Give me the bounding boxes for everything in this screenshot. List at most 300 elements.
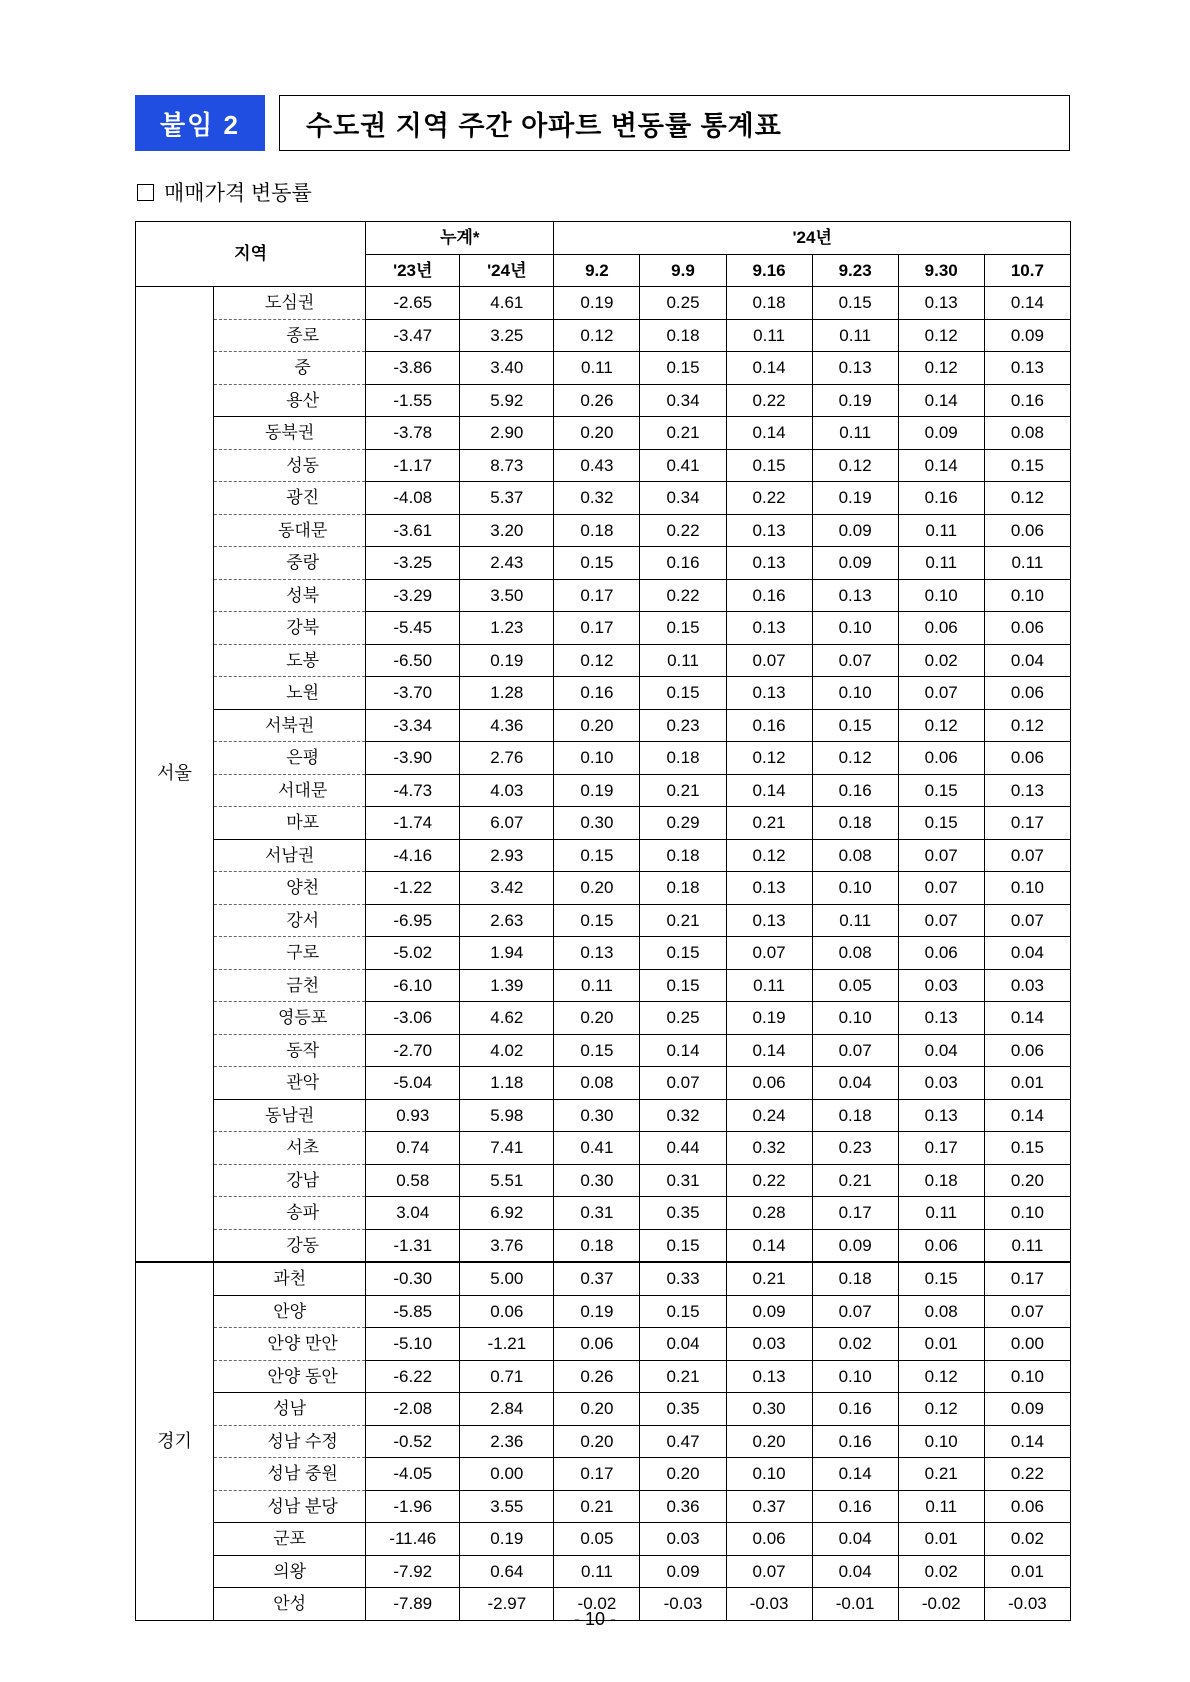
value-cell: 0.09: [640, 1555, 726, 1588]
table-row: [136, 1328, 1071, 1361]
value-cell: 0.11: [554, 969, 640, 1002]
region-label: 성동: [214, 449, 366, 482]
value-cell: 0.14: [984, 1425, 1070, 1458]
value-cell: 0.00: [984, 1328, 1070, 1361]
table-row: [136, 1360, 1071, 1393]
value-cell: 2.36: [460, 1425, 554, 1458]
value-cell: 0.16: [812, 1425, 898, 1458]
value-cell: 0.19: [554, 287, 640, 320]
value-cell: 2.63: [460, 904, 554, 937]
table-row: [136, 1099, 1071, 1132]
value-cell: -4.16: [366, 839, 460, 872]
value-cell: 0.06: [984, 1490, 1070, 1523]
value-cell: 0.26: [554, 1360, 640, 1393]
value-cell: 0.20: [554, 417, 640, 450]
value-cell: 0.58: [366, 1164, 460, 1197]
value-cell: -2.08: [366, 1393, 460, 1426]
value-cell: 4.02: [460, 1034, 554, 1067]
value-cell: 0.03: [898, 1067, 984, 1100]
table-row: [136, 872, 1071, 905]
value-cell: -2.97: [460, 1588, 554, 1621]
value-cell: 0.32: [726, 1132, 812, 1165]
value-cell: -2.65: [366, 287, 460, 320]
header-region: 지역: [136, 222, 366, 287]
value-cell: 0.32: [640, 1099, 726, 1132]
value-cell: -3.29: [366, 579, 460, 612]
header-week-2: 9.9: [640, 254, 726, 287]
value-cell: -1.74: [366, 807, 460, 840]
value-cell: -0.02: [898, 1588, 984, 1621]
value-cell: 0.09: [812, 1229, 898, 1262]
region-label: 서대문: [214, 774, 366, 807]
region-label: 송파: [214, 1197, 366, 1230]
value-cell: -0.03: [640, 1588, 726, 1621]
page-title: 수도권 지역 주간 아파트 변동률 통계표: [279, 95, 1070, 151]
value-cell: -5.45: [366, 612, 460, 645]
value-cell: 0.18: [812, 1099, 898, 1132]
value-cell: 0.21: [554, 1490, 640, 1523]
value-cell: 0.20: [554, 1393, 640, 1426]
value-cell: 0.16: [984, 384, 1070, 417]
value-cell: 0.33: [640, 1262, 726, 1295]
value-cell: -6.50: [366, 644, 460, 677]
square-bullet-icon: [137, 184, 154, 201]
value-cell: 0.07: [984, 839, 1070, 872]
value-cell: 0.15: [640, 1229, 726, 1262]
value-cell: 0.13: [726, 612, 812, 645]
value-cell: 0.14: [726, 774, 812, 807]
value-cell: 0.18: [640, 872, 726, 905]
value-cell: 3.20: [460, 514, 554, 547]
value-cell: 0.08: [898, 1295, 984, 1328]
value-cell: 0.19: [812, 482, 898, 515]
region-label: 중: [214, 352, 366, 385]
value-cell: 0.02: [898, 644, 984, 677]
value-cell: 0.13: [726, 904, 812, 937]
value-cell: -0.03: [984, 1588, 1070, 1621]
table-row: [136, 287, 1071, 320]
value-cell: 0.12: [726, 839, 812, 872]
value-cell: -5.85: [366, 1295, 460, 1328]
region-label: 강남: [214, 1164, 366, 1197]
value-cell: 0.05: [554, 1523, 640, 1556]
value-cell: 0.11: [898, 547, 984, 580]
value-cell: 0.20: [554, 1425, 640, 1458]
value-cell: 4.62: [460, 1002, 554, 1035]
value-cell: 0.07: [898, 677, 984, 710]
value-cell: 4.36: [460, 709, 554, 742]
value-cell: 0.64: [460, 1555, 554, 1588]
table-row: [136, 839, 1071, 872]
value-cell: 0.14: [726, 1034, 812, 1067]
document-header: [135, 95, 1070, 151]
region-label: 양천: [214, 872, 366, 905]
value-cell: 0.13: [726, 677, 812, 710]
value-cell: 1.18: [460, 1067, 554, 1100]
table-row: [136, 352, 1071, 385]
value-cell: 0.21: [640, 904, 726, 937]
value-cell: 0.21: [898, 1458, 984, 1491]
value-cell: 0.06: [726, 1067, 812, 1100]
table-row: [136, 1425, 1071, 1458]
value-cell: 0.16: [812, 774, 898, 807]
header-week-4: 9.23: [812, 254, 898, 287]
value-cell: 0.14: [898, 449, 984, 482]
value-cell: 0.12: [984, 482, 1070, 515]
value-cell: 0.20: [554, 1002, 640, 1035]
value-cell: 0.07: [898, 839, 984, 872]
region-label: 은평: [214, 742, 366, 775]
value-cell: 1.39: [460, 969, 554, 1002]
table-row: [136, 1393, 1071, 1426]
value-cell: 0.34: [640, 384, 726, 417]
region-label: 성북: [214, 579, 366, 612]
header-y23: '23년: [366, 254, 460, 287]
value-cell: 0.20: [554, 709, 640, 742]
value-cell: 0.10: [812, 1360, 898, 1393]
value-cell: 0.17: [984, 807, 1070, 840]
value-cell: 0.30: [554, 1164, 640, 1197]
region-label: 중랑: [214, 547, 366, 580]
value-cell: 3.76: [460, 1229, 554, 1262]
value-cell: -4.05: [366, 1458, 460, 1491]
value-cell: 0.06: [554, 1328, 640, 1361]
value-cell: 0.22: [726, 384, 812, 417]
table-row: [136, 449, 1071, 482]
value-cell: 0.29: [640, 807, 726, 840]
table-row: [136, 482, 1071, 515]
value-cell: 0.08: [984, 417, 1070, 450]
header-week-6: 10.7: [984, 254, 1070, 287]
value-cell: 0.06: [460, 1295, 554, 1328]
value-cell: 0.15: [554, 839, 640, 872]
header-week-3: 9.16: [726, 254, 812, 287]
value-cell: -1.96: [366, 1490, 460, 1523]
value-cell: 0.08: [812, 937, 898, 970]
value-cell: 0.20: [984, 1164, 1070, 1197]
value-cell: -0.03: [726, 1588, 812, 1621]
value-cell: -6.22: [366, 1360, 460, 1393]
value-cell: 0.10: [898, 1425, 984, 1458]
value-cell: 3.42: [460, 872, 554, 905]
value-cell: 2.84: [460, 1393, 554, 1426]
value-cell: 0.12: [812, 742, 898, 775]
region-label: 종로: [214, 319, 366, 352]
value-cell: 0.11: [812, 417, 898, 450]
value-cell: 0.04: [812, 1067, 898, 1100]
value-cell: 0.03: [984, 969, 1070, 1002]
page-number: - 10 -: [573, 1609, 616, 1629]
value-cell: 0.30: [554, 807, 640, 840]
value-cell: 0.11: [984, 1229, 1070, 1262]
value-cell: 0.71: [460, 1360, 554, 1393]
value-cell: -0.52: [366, 1425, 460, 1458]
value-cell: 0.41: [554, 1132, 640, 1165]
value-cell: 0.15: [640, 677, 726, 710]
table-row: [136, 417, 1071, 450]
value-cell: 6.92: [460, 1197, 554, 1230]
value-cell: 0.12: [984, 709, 1070, 742]
value-cell: 0.74: [366, 1132, 460, 1165]
table-row: [136, 1067, 1071, 1100]
value-cell: 0.22: [726, 1164, 812, 1197]
value-cell: 0.15: [898, 807, 984, 840]
value-cell: 0.11: [554, 1555, 640, 1588]
value-cell: 0.16: [726, 709, 812, 742]
table-row: [136, 969, 1071, 1002]
table-head: [136, 222, 1071, 287]
value-cell: 0.17: [554, 612, 640, 645]
value-cell: 0.19: [460, 644, 554, 677]
value-cell: 0.11: [898, 1197, 984, 1230]
region-label: 안양: [214, 1295, 366, 1328]
value-cell: -0.01: [812, 1588, 898, 1621]
value-cell: 0.05: [812, 969, 898, 1002]
region-label: 서초: [214, 1132, 366, 1165]
table-row: [136, 514, 1071, 547]
value-cell: 0.06: [984, 677, 1070, 710]
value-cell: 0.13: [984, 352, 1070, 385]
table-row: [136, 774, 1071, 807]
table-row: [136, 1229, 1071, 1262]
region-label: 도심권: [214, 287, 366, 320]
value-cell: 2.76: [460, 742, 554, 775]
value-cell: 0.13: [554, 937, 640, 970]
value-cell: 0.07: [812, 1295, 898, 1328]
table-row: [136, 904, 1071, 937]
region-label: 마포: [214, 807, 366, 840]
value-cell: 0.12: [554, 644, 640, 677]
table-row: [136, 1295, 1071, 1328]
value-cell: -5.10: [366, 1328, 460, 1361]
value-cell: 0.03: [640, 1523, 726, 1556]
value-cell: -3.25: [366, 547, 460, 580]
value-cell: 0.06: [984, 1034, 1070, 1067]
region-label: 서남권: [214, 839, 366, 872]
value-cell: 0.10: [812, 1002, 898, 1035]
value-cell: 0.07: [812, 1034, 898, 1067]
value-cell: 0.32: [554, 482, 640, 515]
value-cell: 0.15: [640, 937, 726, 970]
value-cell: 3.55: [460, 1490, 554, 1523]
header-week-1: 9.2: [554, 254, 640, 287]
value-cell: 0.11: [898, 514, 984, 547]
value-cell: 0.04: [984, 644, 1070, 677]
region-label: 금천: [214, 969, 366, 1002]
section-subtitle-label: 매매가격 변동률: [164, 182, 312, 205]
region-label: 안양 만안: [214, 1328, 366, 1361]
value-cell: 0.18: [898, 1164, 984, 1197]
value-cell: 0.12: [898, 352, 984, 385]
value-cell: 0.18: [640, 319, 726, 352]
value-cell: 2.43: [460, 547, 554, 580]
value-cell: 0.07: [726, 1555, 812, 1588]
value-cell: 0.06: [898, 612, 984, 645]
value-cell: 0.23: [640, 709, 726, 742]
region-label: 동북권: [214, 417, 366, 450]
region-label: 의왕: [214, 1555, 366, 1588]
value-cell: -7.89: [366, 1588, 460, 1621]
value-cell: 0.19: [554, 1295, 640, 1328]
value-cell: -4.08: [366, 482, 460, 515]
value-cell: 0.12: [898, 709, 984, 742]
value-cell: 7.41: [460, 1132, 554, 1165]
table-row: [136, 742, 1071, 775]
value-cell: 0.09: [812, 547, 898, 580]
value-cell: 0.10: [812, 677, 898, 710]
value-cell: 3.50: [460, 579, 554, 612]
value-cell: 0.21: [640, 1360, 726, 1393]
value-cell: -3.90: [366, 742, 460, 775]
value-cell: 0.16: [726, 579, 812, 612]
value-cell: 0.14: [984, 287, 1070, 320]
value-cell: 0.09: [984, 1393, 1070, 1426]
value-cell: 0.18: [726, 287, 812, 320]
value-cell: -1.17: [366, 449, 460, 482]
table-row: [136, 1555, 1071, 1588]
value-cell: 0.06: [984, 612, 1070, 645]
table-row: [136, 1164, 1071, 1197]
value-cell: -0.02: [554, 1588, 640, 1621]
value-cell: 0.13: [812, 579, 898, 612]
region-label: 용산: [214, 384, 366, 417]
value-cell: 0.22: [640, 514, 726, 547]
value-cell: 0.15: [812, 709, 898, 742]
header-cumulative: 누계*: [366, 222, 554, 255]
value-cell: 0.15: [554, 904, 640, 937]
section-subtitle: [137, 177, 1070, 207]
table-row: [136, 1002, 1071, 1035]
value-cell: 0.13: [898, 1099, 984, 1132]
value-cell: 0.15: [898, 774, 984, 807]
table-row: [136, 1490, 1071, 1523]
table-row: [136, 384, 1071, 417]
value-cell: 0.21: [726, 1262, 812, 1295]
value-cell: 0.21: [640, 417, 726, 450]
value-cell: 8.73: [460, 449, 554, 482]
value-cell: 0.21: [812, 1164, 898, 1197]
value-cell: 0.14: [984, 1099, 1070, 1132]
region-label: 안성: [214, 1588, 366, 1621]
value-cell: 2.90: [460, 417, 554, 450]
value-cell: 0.26: [554, 384, 640, 417]
value-cell: 0.07: [812, 644, 898, 677]
value-cell: -3.06: [366, 1002, 460, 1035]
value-cell: 0.20: [640, 1458, 726, 1491]
region-label: 성남 수정: [214, 1425, 366, 1458]
header-year-2024: '24년: [554, 222, 1071, 255]
value-cell: 0.22: [726, 482, 812, 515]
value-cell: 0.17: [898, 1132, 984, 1165]
value-cell: 4.61: [460, 287, 554, 320]
value-cell: 0.07: [984, 904, 1070, 937]
value-cell: -5.02: [366, 937, 460, 970]
value-cell: 0.04: [898, 1034, 984, 1067]
table-row: [136, 319, 1071, 352]
value-cell: 0.06: [726, 1523, 812, 1556]
value-cell: 0.10: [984, 872, 1070, 905]
value-cell: 0.19: [812, 384, 898, 417]
table-row: [136, 547, 1071, 580]
value-cell: 0.19: [460, 1523, 554, 1556]
value-cell: 0.04: [984, 937, 1070, 970]
region-label: 성남 중원: [214, 1458, 366, 1491]
value-cell: 0.04: [812, 1555, 898, 1588]
value-cell: 0.18: [554, 514, 640, 547]
value-cell: 0.01: [984, 1067, 1070, 1100]
value-cell: 6.07: [460, 807, 554, 840]
value-cell: 0.02: [898, 1555, 984, 1588]
value-cell: 0.16: [898, 482, 984, 515]
region-group-1: 서울: [136, 287, 214, 1263]
value-cell: 0.01: [898, 1328, 984, 1361]
region-label: 동남권: [214, 1099, 366, 1132]
value-cell: 0.12: [812, 449, 898, 482]
value-cell: 0.07: [984, 1295, 1070, 1328]
region-label: 성남 분당: [214, 1490, 366, 1523]
value-cell: 0.22: [640, 579, 726, 612]
value-cell: 0.21: [640, 774, 726, 807]
value-cell: 0.03: [726, 1328, 812, 1361]
value-cell: -3.61: [366, 514, 460, 547]
value-cell: 0.00: [460, 1458, 554, 1491]
value-cell: 0.07: [726, 644, 812, 677]
value-cell: 0.17: [554, 579, 640, 612]
region-label: 성남: [214, 1393, 366, 1426]
table-row: [136, 644, 1071, 677]
value-cell: 0.07: [898, 872, 984, 905]
value-cell: 0.14: [984, 1002, 1070, 1035]
value-cell: 0.43: [554, 449, 640, 482]
value-cell: 0.15: [554, 547, 640, 580]
value-cell: 0.16: [812, 1490, 898, 1523]
table-row: [136, 1132, 1071, 1165]
value-cell: 0.35: [640, 1197, 726, 1230]
value-cell: 0.08: [554, 1067, 640, 1100]
value-cell: -1.21: [460, 1328, 554, 1361]
value-cell: 0.13: [726, 1360, 812, 1393]
value-cell: 1.23: [460, 612, 554, 645]
value-cell: 0.14: [726, 352, 812, 385]
value-cell: -1.22: [366, 872, 460, 905]
value-cell: -3.86: [366, 352, 460, 385]
value-cell: 0.12: [898, 1360, 984, 1393]
value-cell: 3.25: [460, 319, 554, 352]
value-cell: 0.11: [984, 547, 1070, 580]
value-cell: 0.10: [984, 1197, 1070, 1230]
value-cell: 0.13: [726, 547, 812, 580]
table-head-row-1: [136, 222, 1071, 255]
value-cell: -1.55: [366, 384, 460, 417]
table-row: [136, 579, 1071, 612]
value-cell: 0.04: [812, 1523, 898, 1556]
attachment-badge: 붙임 2: [135, 95, 265, 151]
value-cell: 0.11: [554, 352, 640, 385]
value-cell: 0.11: [812, 319, 898, 352]
region-label: 서북권: [214, 709, 366, 742]
value-cell: 0.21: [726, 807, 812, 840]
value-cell: 0.11: [726, 319, 812, 352]
value-cell: 0.10: [726, 1458, 812, 1491]
value-cell: 0.09: [812, 514, 898, 547]
value-cell: 0.17: [554, 1458, 640, 1491]
value-cell: 0.24: [726, 1099, 812, 1132]
value-cell: 0.15: [984, 449, 1070, 482]
region-label: 영등포: [214, 1002, 366, 1035]
table-row: [136, 1034, 1071, 1067]
value-cell: 0.13: [898, 287, 984, 320]
value-cell: 0.16: [554, 677, 640, 710]
